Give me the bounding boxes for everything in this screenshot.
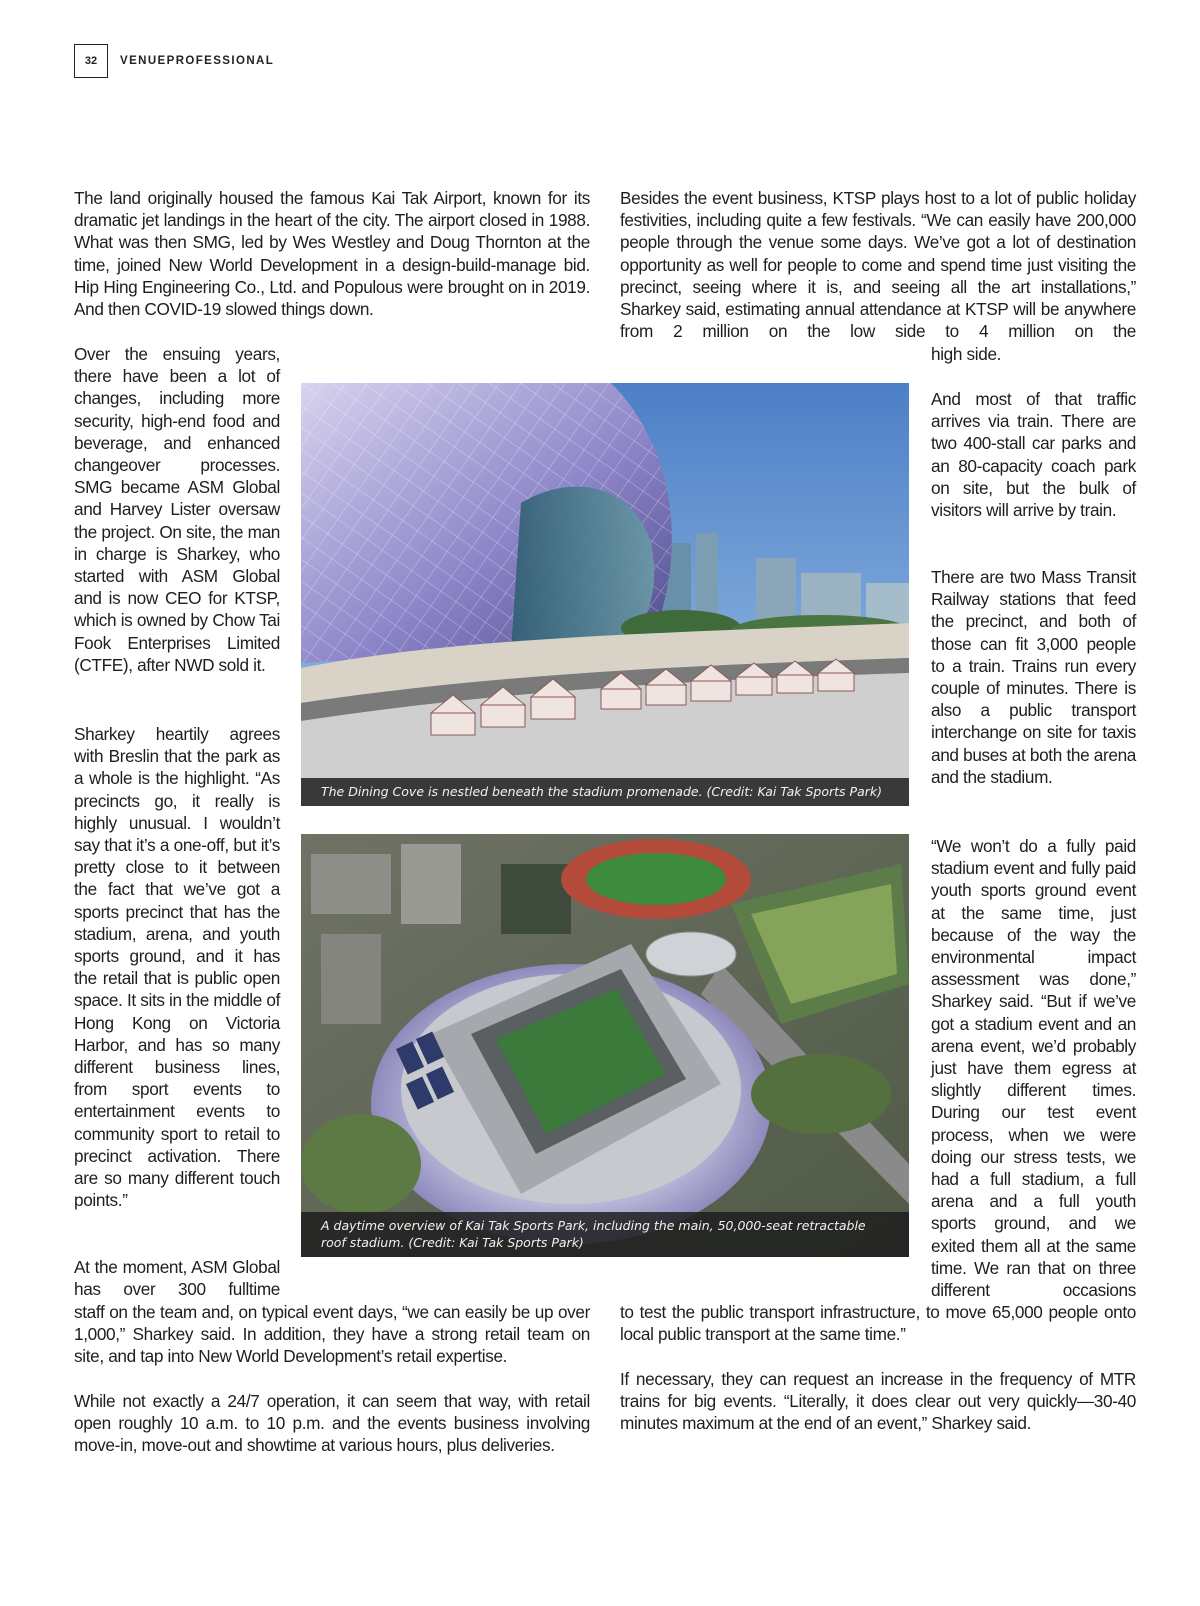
dining-cove-caption: The Dining Cove is nestled beneath the stadium promenade. (Credit: Kai Tak Sports Park) (301, 778, 909, 806)
dining-cove-illustration (301, 383, 909, 806)
page-header (74, 43, 274, 79)
right-paragraph-4-wide: to test the public transport infrastructure, to move 65,000 people onto local public transport at the same time.” (620, 1302, 1136, 1345)
left-paragraph-4-wide: staff on the team and, on typical event days, “we can easily be up over 1,000,” Sharkey said. In addition, they have a strong retail team on site, and tap into New World Development’s retail expertise. (74, 1302, 590, 1367)
left-paragraph-2: Over the ensuing years, there have been a lot of changes, including more security, high-end food and beverage, and enhanced changeover processes. SMG became ASM Global and Harvey Lister oversaw the project. On site, the man in charge is Sharkey, who started with ASM Global and is now CEO for KTSP, which is owned by Chow Tai Fook Enterprises Limited (CTFE), after NWD sold it. (74, 344, 280, 675)
aerial-overview-illustration (301, 834, 909, 1257)
right-paragraph-1-wide: Besides the event business, KTSP plays host to a lot of public holiday festivities, including quite a few festivals. “We can easily have 200,000 people through the venue some days. We’ve got a lot of destination opportunity as well for people to come and spend time just visiting the precinct, seeing where it is, and seeing all the art installations,” Sharkey said, estimating annual attendance at KTSP will be anywhere from 2 million on the low side to 4 million on the (620, 188, 1136, 342)
right-paragraph-2: And most of that traffic arrives via train. There are two 400-stall car parks and an 80-capacity coach park on site, but the bulk of visitors will arrive by train. (931, 389, 1136, 521)
right-paragraph-4-narrow: “We won’t do a fully paid stadium event and fully paid youth sports ground event at the same time, just because of the way the environmental impact assessment was done,” Sharkey said. “But if we’ve got a stadium event and an arena event, we’d probably just have them egress at slightly different times. During our test event process, when we were doing our stress tests, we had a full stadium, a full arena and a full youth sports ground, and we exited them all at the same time. We ran that on three different occasions (931, 836, 1136, 1301)
magazine-name (120, 55, 274, 67)
magazine-name-rest: PROFESSIONAL (166, 55, 275, 67)
magazine-name-bold: VENUE (120, 55, 167, 67)
left-paragraph-3: Sharkey heartily agrees with Breslin that the park as a whole is the highlight. “As precincts go, it really is highly unusual. I wouldn’t say that it’s a one-off, but it’s pretty close to it between the fact that we’ve got a sports precinct that has the stadium, arena, and youth sports ground, and it has the retail that is public open space. It sits in the middle of Hong Kong on Victoria Harbor, and has so many different business lines, from sport events to entertainment events to community sport to retail to precinct activation. There are so many different touch points.” (74, 724, 281, 1211)
left-intro-paragraph: The land originally housed the famous Kai Tak Airport, known for its dramatic jet landings in the heart of the city. The airport closed in 1988. What was then SMG, led by Wes Westley and Doug Thornton at the time, joined New World Development in a design-build-manage bid. Hip Hing Engineering Co., Ltd. and Populous were brought on in 2019. And then COVID-19 slowed things down. (74, 188, 590, 320)
right-paragraph-3: There are two Mass Transit Railway stations that feed the precinct, and both of those can fit 3,000 people to a train. Trains run every couple of minutes. There is also a public transport interchange on site for taxis and buses at both the arena and the stadium. (931, 567, 1136, 787)
aerial-overview-caption: A daytime overview of Kai Tak Sports Park, including the main, 50,000-seat retractable roof stadium. (Credit: Kai Tak Sports Park) (301, 1212, 909, 1257)
page-number: 32 (74, 44, 108, 78)
left-paragraph-5: While not exactly a 24/7 operation, it can seem that way, with retail open roughly 10 a.m. to 10 p.m. and the events business involving move-in, move-out and showtime at various hours, plus deliveries. (74, 1391, 590, 1456)
left-paragraph-4-narrow: At the moment, ASM Global has over 300 fulltime (74, 1257, 280, 1300)
right-paragraph-1-narrow: high side. (931, 344, 1002, 364)
aerial-overview-photo (301, 834, 909, 1257)
right-paragraph-5: If necessary, they can request an increase in the frequency of MTR trains for big events. “Literally, it does clear out very quickly—30-40 minutes maximum at the end of an event,” Sharkey said. (620, 1369, 1136, 1434)
dining-cove-photo (301, 383, 909, 806)
